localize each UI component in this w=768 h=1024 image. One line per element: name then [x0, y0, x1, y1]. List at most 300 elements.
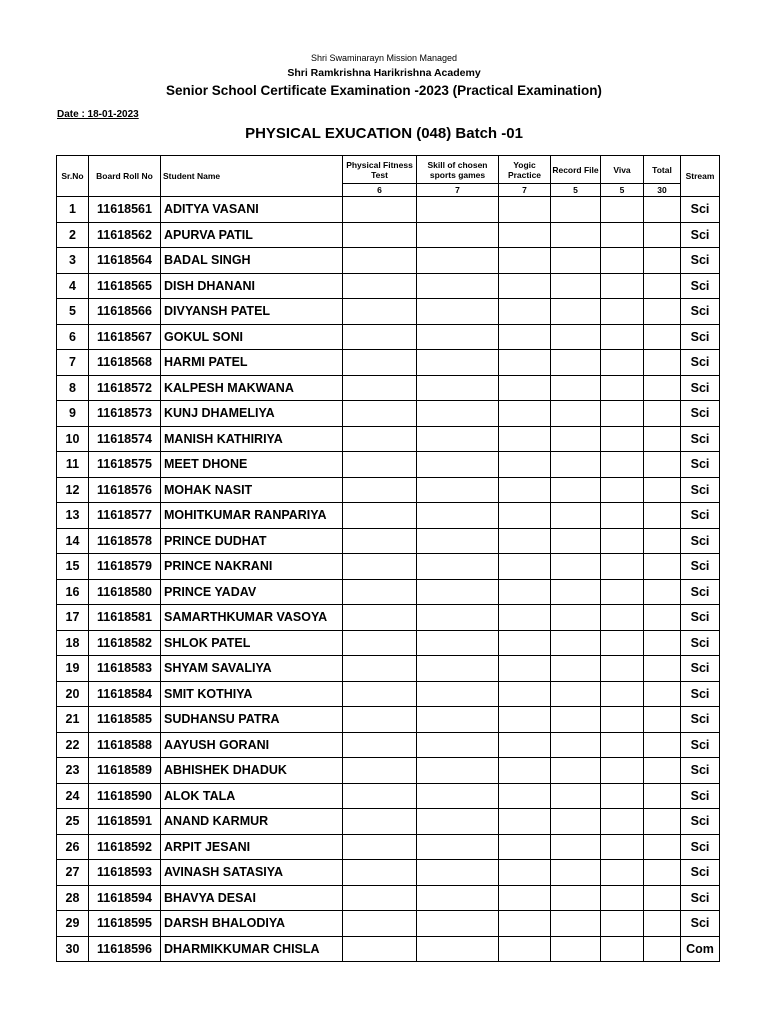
viva-mark-cell[interactable]	[601, 248, 644, 274]
yogic-mark-cell[interactable]	[499, 809, 551, 835]
fitness-mark-cell[interactable]	[343, 248, 417, 274]
fitness-mark-cell[interactable]	[343, 554, 417, 580]
total-mark-cell[interactable]	[644, 197, 681, 223]
viva-mark-cell[interactable]	[601, 222, 644, 248]
stream-cell: Sci	[681, 452, 720, 478]
marks-table	[56, 155, 720, 962]
student-name-cell: ARPIT JESANI	[161, 834, 343, 860]
fitness-mark-cell[interactable]	[343, 350, 417, 376]
viva-mark-cell[interactable]	[601, 681, 644, 707]
max-yogic: 7	[499, 184, 551, 197]
student-rows	[57, 197, 720, 962]
sr-number-cell: 25	[57, 809, 89, 835]
student-name-cell: ALOK TALA	[161, 783, 343, 809]
record-mark-cell[interactable]	[551, 222, 601, 248]
viva-mark-cell[interactable]	[601, 324, 644, 350]
student-name-cell: DARSH BHALODIYA	[161, 911, 343, 937]
stream-cell: Sci	[681, 911, 720, 937]
total-mark-cell[interactable]	[644, 273, 681, 299]
fitness-mark-cell[interactable]	[343, 324, 417, 350]
sr-number-cell: 3	[57, 248, 89, 274]
skill-mark-cell[interactable]	[417, 426, 499, 452]
viva-mark-cell[interactable]	[601, 911, 644, 937]
skill-mark-cell[interactable]	[417, 273, 499, 299]
sr-number-cell: 20	[57, 681, 89, 707]
total-mark-cell[interactable]	[644, 911, 681, 937]
total-mark-cell[interactable]	[644, 248, 681, 274]
record-mark-cell[interactable]	[551, 809, 601, 835]
yogic-mark-cell[interactable]	[499, 707, 551, 733]
roll-number-cell: 11618564	[89, 248, 161, 274]
max-total: 30	[644, 184, 681, 197]
yogic-mark-cell[interactable]	[499, 477, 551, 503]
stream-cell: Sci	[681, 197, 720, 223]
stream-cell: Sci	[681, 834, 720, 860]
total-mark-cell[interactable]	[644, 477, 681, 503]
viva-mark-cell[interactable]	[601, 350, 644, 376]
max-record: 5	[551, 184, 601, 197]
yogic-mark-cell[interactable]	[499, 273, 551, 299]
sr-number-cell: 26	[57, 834, 89, 860]
roll-number-cell: 11618574	[89, 426, 161, 452]
record-mark-cell[interactable]	[551, 911, 601, 937]
record-mark-cell[interactable]	[551, 707, 601, 733]
student-name-cell: MEET DHONE	[161, 452, 343, 478]
sr-number-cell: 17	[57, 605, 89, 631]
yogic-mark-cell[interactable]	[499, 681, 551, 707]
record-mark-cell[interactable]	[551, 834, 601, 860]
fitness-mark-cell[interactable]	[343, 834, 417, 860]
student-name-cell: DHARMIKKUMAR CHISLA	[161, 936, 343, 962]
fitness-mark-cell[interactable]	[343, 656, 417, 682]
record-mark-cell[interactable]	[551, 197, 601, 223]
record-mark-cell[interactable]	[551, 299, 601, 325]
yogic-mark-cell[interactable]	[499, 197, 551, 223]
sr-number-cell: 28	[57, 885, 89, 911]
table-row	[57, 401, 720, 427]
skill-mark-cell[interactable]	[417, 299, 499, 325]
yogic-mark-cell[interactable]	[499, 860, 551, 886]
roll-number-cell: 11618593	[89, 860, 161, 886]
yogic-mark-cell[interactable]	[499, 554, 551, 580]
yogic-mark-cell[interactable]	[499, 783, 551, 809]
fitness-mark-cell[interactable]	[343, 783, 417, 809]
stream-cell: Sci	[681, 630, 720, 656]
total-mark-cell[interactable]	[644, 401, 681, 427]
managed-by-line: Shri Swaminarayn Mission Managed	[310, 53, 458, 63]
yogic-mark-cell[interactable]	[499, 426, 551, 452]
skill-mark-cell[interactable]	[417, 350, 499, 376]
table-row	[57, 809, 720, 835]
sr-number-cell: 13	[57, 503, 89, 529]
sr-number-cell: 30	[57, 936, 89, 962]
sr-number-cell: 21	[57, 707, 89, 733]
total-mark-cell[interactable]	[644, 656, 681, 682]
table-row	[57, 197, 720, 223]
total-mark-cell[interactable]	[644, 809, 681, 835]
table-row	[57, 426, 720, 452]
viva-mark-cell[interactable]	[601, 656, 644, 682]
roll-number-cell: 11618562	[89, 222, 161, 248]
roll-number-cell: 11618591	[89, 809, 161, 835]
record-mark-cell[interactable]	[551, 350, 601, 376]
col-total: Total	[644, 156, 681, 184]
stream-cell: Sci	[681, 707, 720, 733]
sr-number-cell: 29	[57, 911, 89, 937]
yogic-mark-cell[interactable]	[499, 350, 551, 376]
sr-number-cell: 9	[57, 401, 89, 427]
student-name-cell: HARMI PATEL	[161, 350, 343, 376]
viva-mark-cell[interactable]	[601, 579, 644, 605]
total-mark-cell[interactable]	[644, 860, 681, 886]
yogic-mark-cell[interactable]	[499, 605, 551, 631]
yogic-mark-cell[interactable]	[499, 758, 551, 784]
viva-mark-cell[interactable]	[601, 834, 644, 860]
fitness-mark-cell[interactable]	[343, 401, 417, 427]
student-name-cell: ADITYA VASANI	[161, 197, 343, 223]
yogic-mark-cell[interactable]	[499, 503, 551, 529]
table-row	[57, 554, 720, 580]
stream-cell: Sci	[681, 554, 720, 580]
skill-mark-cell[interactable]	[417, 834, 499, 860]
stream-cell: Sci	[681, 222, 720, 248]
total-mark-cell[interactable]	[644, 681, 681, 707]
table-row	[57, 885, 720, 911]
skill-mark-cell[interactable]	[417, 681, 499, 707]
skill-mark-cell[interactable]	[417, 197, 499, 223]
total-mark-cell[interactable]	[644, 222, 681, 248]
viva-mark-cell[interactable]	[601, 528, 644, 554]
stream-cell: Sci	[681, 783, 720, 809]
viva-mark-cell[interactable]	[601, 503, 644, 529]
skill-mark-cell[interactable]	[417, 809, 499, 835]
roll-number-cell: 11618573	[89, 401, 161, 427]
total-mark-cell[interactable]	[644, 885, 681, 911]
skill-mark-cell[interactable]	[417, 707, 499, 733]
yogic-mark-cell[interactable]	[499, 528, 551, 554]
viva-mark-cell[interactable]	[601, 426, 644, 452]
viva-mark-cell[interactable]	[601, 732, 644, 758]
record-mark-cell[interactable]	[551, 656, 601, 682]
total-mark-cell[interactable]	[644, 605, 681, 631]
sr-number-cell: 7	[57, 350, 89, 376]
fitness-mark-cell[interactable]	[343, 681, 417, 707]
skill-mark-cell[interactable]	[417, 579, 499, 605]
viva-mark-cell[interactable]	[601, 197, 644, 223]
student-name-cell: ABHISHEK DHADUK	[161, 758, 343, 784]
viva-mark-cell[interactable]	[601, 452, 644, 478]
table-row	[57, 248, 720, 274]
total-mark-cell[interactable]	[644, 350, 681, 376]
skill-mark-cell[interactable]	[417, 222, 499, 248]
viva-mark-cell[interactable]	[601, 630, 644, 656]
roll-number-cell: 11618561	[89, 197, 161, 223]
total-mark-cell[interactable]	[644, 834, 681, 860]
record-mark-cell[interactable]	[551, 860, 601, 886]
fitness-mark-cell[interactable]	[343, 477, 417, 503]
skill-mark-cell[interactable]	[417, 783, 499, 809]
fitness-mark-cell[interactable]	[343, 758, 417, 784]
sr-number-cell: 6	[57, 324, 89, 350]
stream-cell: Sci	[681, 528, 720, 554]
record-mark-cell[interactable]	[551, 324, 601, 350]
table-row	[57, 350, 720, 376]
fitness-mark-cell[interactable]	[343, 936, 417, 962]
sr-number-cell: 4	[57, 273, 89, 299]
skill-mark-cell[interactable]	[417, 554, 499, 580]
school-name: Shri Ramkrishna Harikrishna Academy	[287, 67, 481, 79]
viva-mark-cell[interactable]	[601, 299, 644, 325]
skill-mark-cell[interactable]	[417, 860, 499, 886]
exam-date: Date : 18-01-2023	[57, 109, 139, 120]
table-row	[57, 834, 720, 860]
roll-number-cell: 11618579	[89, 554, 161, 580]
sr-number-cell: 27	[57, 860, 89, 886]
record-mark-cell[interactable]	[551, 528, 601, 554]
record-mark-cell[interactable]	[551, 885, 601, 911]
yogic-mark-cell[interactable]	[499, 324, 551, 350]
yogic-mark-cell[interactable]	[499, 630, 551, 656]
skill-mark-cell[interactable]	[417, 375, 499, 401]
student-name-cell: SHYAM SAVALIYA	[161, 656, 343, 682]
yogic-mark-cell[interactable]	[499, 299, 551, 325]
student-name-cell: KUNJ DHAMELIYA	[161, 401, 343, 427]
table-row	[57, 528, 720, 554]
roll-number-cell: 11618572	[89, 375, 161, 401]
fitness-mark-cell[interactable]	[343, 375, 417, 401]
viva-mark-cell[interactable]	[601, 783, 644, 809]
stream-cell: Sci	[681, 656, 720, 682]
sr-number-cell: 10	[57, 426, 89, 452]
roll-number-cell: 11618582	[89, 630, 161, 656]
fitness-mark-cell[interactable]	[343, 579, 417, 605]
skill-mark-cell[interactable]	[417, 477, 499, 503]
stream-cell: Sci	[681, 579, 720, 605]
roll-number-cell: 11618590	[89, 783, 161, 809]
fitness-mark-cell[interactable]	[343, 222, 417, 248]
max-viva: 5	[601, 184, 644, 197]
viva-mark-cell[interactable]	[601, 707, 644, 733]
fitness-mark-cell[interactable]	[343, 732, 417, 758]
fitness-mark-cell[interactable]	[343, 528, 417, 554]
total-mark-cell[interactable]	[644, 758, 681, 784]
skill-mark-cell[interactable]	[417, 885, 499, 911]
viva-mark-cell[interactable]	[601, 605, 644, 631]
skill-mark-cell[interactable]	[417, 630, 499, 656]
roll-number-cell: 11618575	[89, 452, 161, 478]
viva-mark-cell[interactable]	[601, 477, 644, 503]
viva-mark-cell[interactable]	[601, 273, 644, 299]
roll-number-cell: 11618581	[89, 605, 161, 631]
viva-mark-cell[interactable]	[601, 401, 644, 427]
record-mark-cell[interactable]	[551, 605, 601, 631]
record-mark-cell[interactable]	[551, 248, 601, 274]
total-mark-cell[interactable]	[644, 426, 681, 452]
roll-number-cell: 11618594	[89, 885, 161, 911]
skill-mark-cell[interactable]	[417, 605, 499, 631]
skill-mark-cell[interactable]	[417, 528, 499, 554]
record-mark-cell[interactable]	[551, 273, 601, 299]
fitness-mark-cell[interactable]	[343, 299, 417, 325]
fitness-mark-cell[interactable]	[343, 197, 417, 223]
total-mark-cell[interactable]	[644, 579, 681, 605]
total-mark-cell[interactable]	[644, 732, 681, 758]
fitness-mark-cell[interactable]	[343, 630, 417, 656]
roll-number-cell: 11618578	[89, 528, 161, 554]
sr-number-cell: 2	[57, 222, 89, 248]
skill-mark-cell[interactable]	[417, 401, 499, 427]
skill-mark-cell[interactable]	[417, 656, 499, 682]
yogic-mark-cell[interactable]	[499, 911, 551, 937]
record-mark-cell[interactable]	[551, 375, 601, 401]
skill-mark-cell[interactable]	[417, 248, 499, 274]
table-row	[57, 579, 720, 605]
viva-mark-cell[interactable]	[601, 758, 644, 784]
col-fitness: Physical Fitness Test	[343, 156, 417, 184]
yogic-mark-cell[interactable]	[499, 222, 551, 248]
max-skill: 7	[417, 184, 499, 197]
record-mark-cell[interactable]	[551, 426, 601, 452]
fitness-mark-cell[interactable]	[343, 860, 417, 886]
student-name-cell: DISH DHANANI	[161, 273, 343, 299]
student-name-cell: DIVYANSH PATEL	[161, 299, 343, 325]
roll-number-cell: 11618583	[89, 656, 161, 682]
record-mark-cell[interactable]	[551, 936, 601, 962]
stream-cell: Sci	[681, 809, 720, 835]
skill-mark-cell[interactable]	[417, 732, 499, 758]
roll-number-cell: 11618565	[89, 273, 161, 299]
fitness-mark-cell[interactable]	[343, 885, 417, 911]
viva-mark-cell[interactable]	[601, 860, 644, 886]
sr-number-cell: 19	[57, 656, 89, 682]
student-name-cell: PRINCE NAKRANI	[161, 554, 343, 580]
viva-mark-cell[interactable]	[601, 554, 644, 580]
total-mark-cell[interactable]	[644, 707, 681, 733]
skill-mark-cell[interactable]	[417, 452, 499, 478]
viva-mark-cell[interactable]	[601, 885, 644, 911]
record-mark-cell[interactable]	[551, 477, 601, 503]
skill-mark-cell[interactable]	[417, 503, 499, 529]
record-mark-cell[interactable]	[551, 732, 601, 758]
fitness-mark-cell[interactable]	[343, 911, 417, 937]
sr-number-cell: 23	[57, 758, 89, 784]
skill-mark-cell[interactable]	[417, 324, 499, 350]
roll-number-cell: 11618589	[89, 758, 161, 784]
table-row	[57, 503, 720, 529]
student-name-cell: ANAND KARMUR	[161, 809, 343, 835]
col-name: Student Name	[161, 156, 343, 197]
stream-cell: Sci	[681, 299, 720, 325]
roll-number-cell: 11618580	[89, 579, 161, 605]
record-mark-cell[interactable]	[551, 783, 601, 809]
yogic-mark-cell[interactable]	[499, 375, 551, 401]
record-mark-cell[interactable]	[551, 758, 601, 784]
student-name-cell: SMIT KOTHIYA	[161, 681, 343, 707]
total-mark-cell[interactable]	[644, 452, 681, 478]
yogic-mark-cell[interactable]	[499, 885, 551, 911]
yogic-mark-cell[interactable]	[499, 936, 551, 962]
student-name-cell: SAMARTHKUMAR VASOYA	[161, 605, 343, 631]
record-mark-cell[interactable]	[551, 401, 601, 427]
stream-cell: Sci	[681, 758, 720, 784]
student-name-cell: PRINCE DUDHAT	[161, 528, 343, 554]
total-mark-cell[interactable]	[644, 554, 681, 580]
roll-number-cell: 11618567	[89, 324, 161, 350]
table-row	[57, 656, 720, 682]
total-mark-cell[interactable]	[644, 503, 681, 529]
table-row	[57, 273, 720, 299]
stream-cell: Sci	[681, 401, 720, 427]
fitness-mark-cell[interactable]	[343, 707, 417, 733]
fitness-mark-cell[interactable]	[343, 605, 417, 631]
total-mark-cell[interactable]	[644, 528, 681, 554]
skill-mark-cell[interactable]	[417, 911, 499, 937]
table-row	[57, 758, 720, 784]
record-mark-cell[interactable]	[551, 579, 601, 605]
stream-cell: Sci	[681, 324, 720, 350]
table-row	[57, 222, 720, 248]
viva-mark-cell[interactable]	[601, 936, 644, 962]
yogic-mark-cell[interactable]	[499, 452, 551, 478]
max-fitness: 6	[343, 184, 417, 197]
yogic-mark-cell[interactable]	[499, 834, 551, 860]
stream-cell: Sci	[681, 605, 720, 631]
yogic-mark-cell[interactable]	[499, 579, 551, 605]
col-record: Record File	[551, 156, 601, 184]
table-row	[57, 707, 720, 733]
viva-mark-cell[interactable]	[601, 809, 644, 835]
roll-number-cell: 11618576	[89, 477, 161, 503]
fitness-mark-cell[interactable]	[343, 503, 417, 529]
table-row	[57, 299, 720, 325]
record-mark-cell[interactable]	[551, 630, 601, 656]
total-mark-cell[interactable]	[644, 375, 681, 401]
student-name-cell: BADAL SINGH	[161, 248, 343, 274]
yogic-mark-cell[interactable]	[499, 401, 551, 427]
total-mark-cell[interactable]	[644, 324, 681, 350]
yogic-mark-cell[interactable]	[499, 248, 551, 274]
sr-number-cell: 12	[57, 477, 89, 503]
roll-number-cell: 11618568	[89, 350, 161, 376]
roll-number-cell: 11618596	[89, 936, 161, 962]
roll-number-cell: 11618585	[89, 707, 161, 733]
skill-mark-cell[interactable]	[417, 758, 499, 784]
total-mark-cell[interactable]	[644, 783, 681, 809]
yogic-mark-cell[interactable]	[499, 732, 551, 758]
skill-mark-cell[interactable]	[417, 936, 499, 962]
total-mark-cell[interactable]	[644, 630, 681, 656]
total-mark-cell[interactable]	[644, 299, 681, 325]
record-mark-cell[interactable]	[551, 452, 601, 478]
student-name-cell: APURVA PATIL	[161, 222, 343, 248]
total-mark-cell[interactable]	[644, 936, 681, 962]
student-name-cell: SHLOK PATEL	[161, 630, 343, 656]
fitness-mark-cell[interactable]	[343, 809, 417, 835]
stream-cell: Sci	[681, 477, 720, 503]
record-mark-cell[interactable]	[551, 554, 601, 580]
stream-cell: Sci	[681, 350, 720, 376]
record-mark-cell[interactable]	[551, 681, 601, 707]
subject-title: PHYSICAL EXUCATION (048) Batch -01	[245, 125, 523, 142]
yogic-mark-cell[interactable]	[499, 656, 551, 682]
viva-mark-cell[interactable]	[601, 375, 644, 401]
fitness-mark-cell[interactable]	[343, 273, 417, 299]
student-name-cell: AAYUSH GORANI	[161, 732, 343, 758]
student-name-cell: BHAVYA DESAI	[161, 885, 343, 911]
fitness-mark-cell[interactable]	[343, 452, 417, 478]
record-mark-cell[interactable]	[551, 503, 601, 529]
fitness-mark-cell[interactable]	[343, 426, 417, 452]
